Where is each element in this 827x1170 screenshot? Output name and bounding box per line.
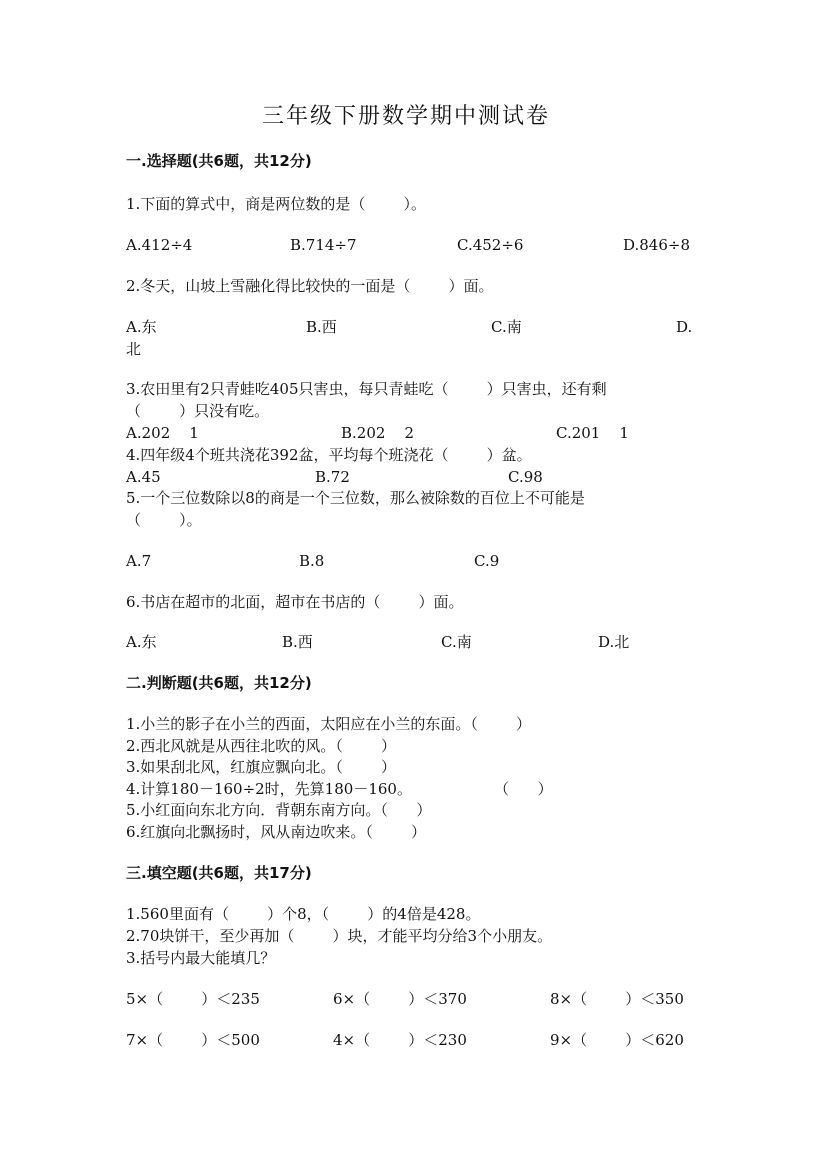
option: B.202 2 [341, 424, 415, 442]
inequality: 5×（ ）＜235 [126, 990, 260, 1008]
judge-item: 5.小红面向东北方向．背朝东南方向。（ ） [126, 801, 432, 819]
question-5-cont: （ ）。 [126, 511, 202, 529]
option: A.202 1 [126, 424, 199, 442]
option: D. [676, 318, 693, 336]
inequality: 7×（ ）＜500 [126, 1031, 260, 1049]
option: C.201 1 [556, 424, 629, 442]
question-6: 6.书店在超市的北面，超市在书店的（ ）面。 [126, 593, 464, 611]
judge-item: 2.西北风就是从西往北吹的风。（ ） [126, 737, 396, 755]
section-heading-fill: 三.填空题(共6题，共17分) [126, 864, 312, 882]
option: A.东 [126, 633, 157, 651]
section-heading-choice: 一.选择题(共6题，共12分) [126, 152, 312, 170]
option: B.西 [282, 633, 313, 651]
option: C.9 [474, 552, 500, 570]
option: C.南 [441, 633, 472, 651]
inequality: 9×（ ）＜620 [550, 1031, 684, 1049]
fill-item: 2.70块饼干，至少再加（ ）块，才能平均分给3个小朋友。 [126, 927, 553, 945]
judge-item: 3.如果刮北风，红旗应飘向北。（ ） [126, 758, 396, 776]
option: C.452÷6 [457, 236, 524, 254]
option: A.东 [126, 318, 157, 336]
option: A.45 [126, 468, 161, 486]
section-heading-judge: 二.判断题(共6题，共12分) [126, 674, 312, 692]
option: A.412÷4 [126, 236, 193, 254]
judge-item: 6.红旗向北飘扬时，风从南边吹来。（ ） [126, 823, 426, 841]
question-3-cont: （ ）只没有吃。 [126, 402, 270, 420]
inequality: 8×（ ）＜350 [550, 990, 684, 1008]
question-2: 2.冬天，山坡上雪融化得比较快的一面是（ ）面。 [126, 277, 494, 295]
option: C.98 [508, 468, 543, 486]
option: C.南 [491, 318, 522, 336]
option: B.8 [299, 552, 325, 570]
judge-item-paren: （ ） [494, 780, 553, 798]
fill-item: 3.括号内最大能填几？ [126, 949, 276, 967]
option: D.846÷8 [623, 236, 691, 254]
page-title: 三年级下册数学期中测试卷 [262, 104, 551, 129]
option: B.72 [315, 468, 350, 486]
fill-item: 1.560里面有（ ）个8，（ ）的4倍是428。 [126, 905, 481, 923]
question-3: 3.农田里有2只青蛙吃405只害虫，每只青蛙吃（ ）只害虫，还有剩 [126, 380, 607, 398]
option: A.7 [126, 552, 152, 570]
question-1: 1.下面的算式中，商是两位数的是（ ）。 [126, 195, 426, 213]
inequality: 4×（ ）＜230 [333, 1031, 467, 1049]
inequality: 6×（ ）＜370 [333, 990, 467, 1008]
judge-item: 4.计算180－160÷2时，先算180－160。 [126, 780, 412, 798]
question-5: 5.一个三位数除以8的商是一个三位数，那么被除数的百位上不可能是 [126, 489, 585, 507]
question-4: 4.四年级4个班共浇花392盆，平均每个班浇花（ ）盆。 [126, 446, 532, 464]
option-wrap: 北 [126, 340, 142, 358]
option: D.北 [598, 633, 630, 651]
judge-item: 1.小兰的影子在小兰的西面，太阳应在小兰的东面。（ ） [126, 715, 531, 733]
option: B.714÷7 [290, 236, 357, 254]
option: B.西 [306, 318, 337, 336]
